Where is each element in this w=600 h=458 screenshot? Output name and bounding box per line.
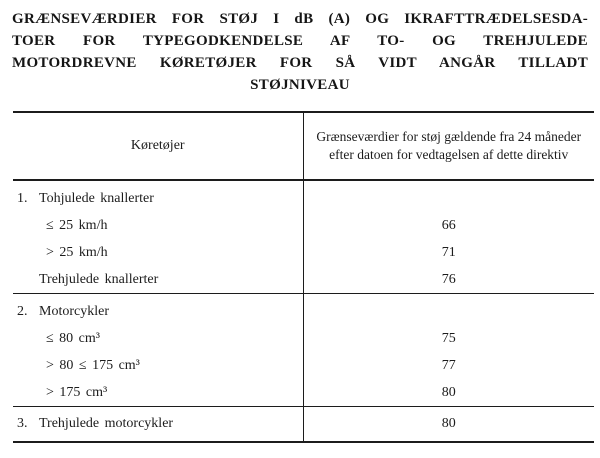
row-number: 2.: [17, 303, 28, 319]
row-label-cell: [13, 352, 303, 379]
section-mopeds: [13, 180, 594, 294]
row-label: Tohjulede knallerter: [39, 190, 154, 206]
table-row: [13, 266, 594, 294]
row-number: 1.: [17, 190, 28, 206]
document-page: [0, 8, 600, 458]
section-three-wheeled-motorcycles: [13, 407, 594, 443]
title-line-4: STØJNIVEAU: [250, 77, 350, 93]
document-title: [12, 8, 588, 96]
row-label: > 80 ≤ 175 cm³: [46, 357, 140, 373]
row-value-cell: 80: [441, 384, 456, 400]
table-header: [13, 112, 594, 180]
row-label: > 175 cm³: [46, 384, 108, 400]
row-label: ≤ 80 cm³: [46, 330, 100, 346]
header-cell-vehicles: Køretøjer: [13, 112, 303, 180]
row-label: ≤ 25 km/h: [46, 217, 108, 233]
row-value-cell: 75: [441, 330, 456, 346]
title-line-3: MOTORDREVNE KØRETØJER FOR SÅ VIDT ANGÅR TILLADT: [12, 55, 588, 71]
row-label-cell: [13, 325, 303, 352]
row-value-cell: 66: [441, 217, 456, 233]
row-label: Trehjulede knallerter: [39, 271, 159, 287]
row-label-cell: [13, 407, 303, 443]
row-label-cell: [13, 294, 303, 326]
row-label: > 25 km/h: [46, 244, 108, 260]
row-value-cell: 80: [441, 416, 456, 431]
row-label-cell: [13, 379, 303, 407]
table-row: [13, 325, 594, 352]
row-label-cell: [13, 212, 303, 239]
title-line-2: TOER FOR TYPEGODKENDELSE AF TO- OG TREHJULEDE: [12, 33, 588, 49]
table-row: [13, 212, 594, 239]
header-row: [13, 112, 594, 180]
header-cell-limits-text: Grænseværdier for støj gældende fra 24 måneder efter datoen for vedtagelsen af dette direktiv: [316, 129, 582, 162]
table-row: [13, 379, 594, 407]
row-label-cell: [13, 266, 303, 294]
table-row: [13, 294, 594, 326]
row-value-cell: 71: [441, 244, 456, 260]
table-row: [13, 352, 594, 379]
title-line-1: GRÆNSEVÆRDIER FOR STØJ I dB (A) OG IKRAFTTRÆDELSESDA-: [12, 11, 588, 27]
row-value-cell: [303, 180, 594, 212]
table-row: [13, 180, 594, 212]
row-value-cell: 77: [441, 357, 456, 373]
header-cell-limits: [303, 112, 594, 180]
row-number: 3.: [17, 416, 28, 431]
row-label-cell: [13, 239, 303, 266]
table-row: [13, 239, 594, 266]
table-row: [13, 407, 594, 443]
row-label-cell: [13, 180, 303, 212]
row-value-cell: 76: [441, 271, 456, 287]
row-label: Motorcykler: [39, 303, 109, 319]
noise-limits-table: [13, 111, 594, 443]
row-label: Trehjulede motorcykler: [39, 416, 174, 431]
row-value-cell: [303, 294, 594, 326]
section-motorcycles: [13, 294, 594, 407]
